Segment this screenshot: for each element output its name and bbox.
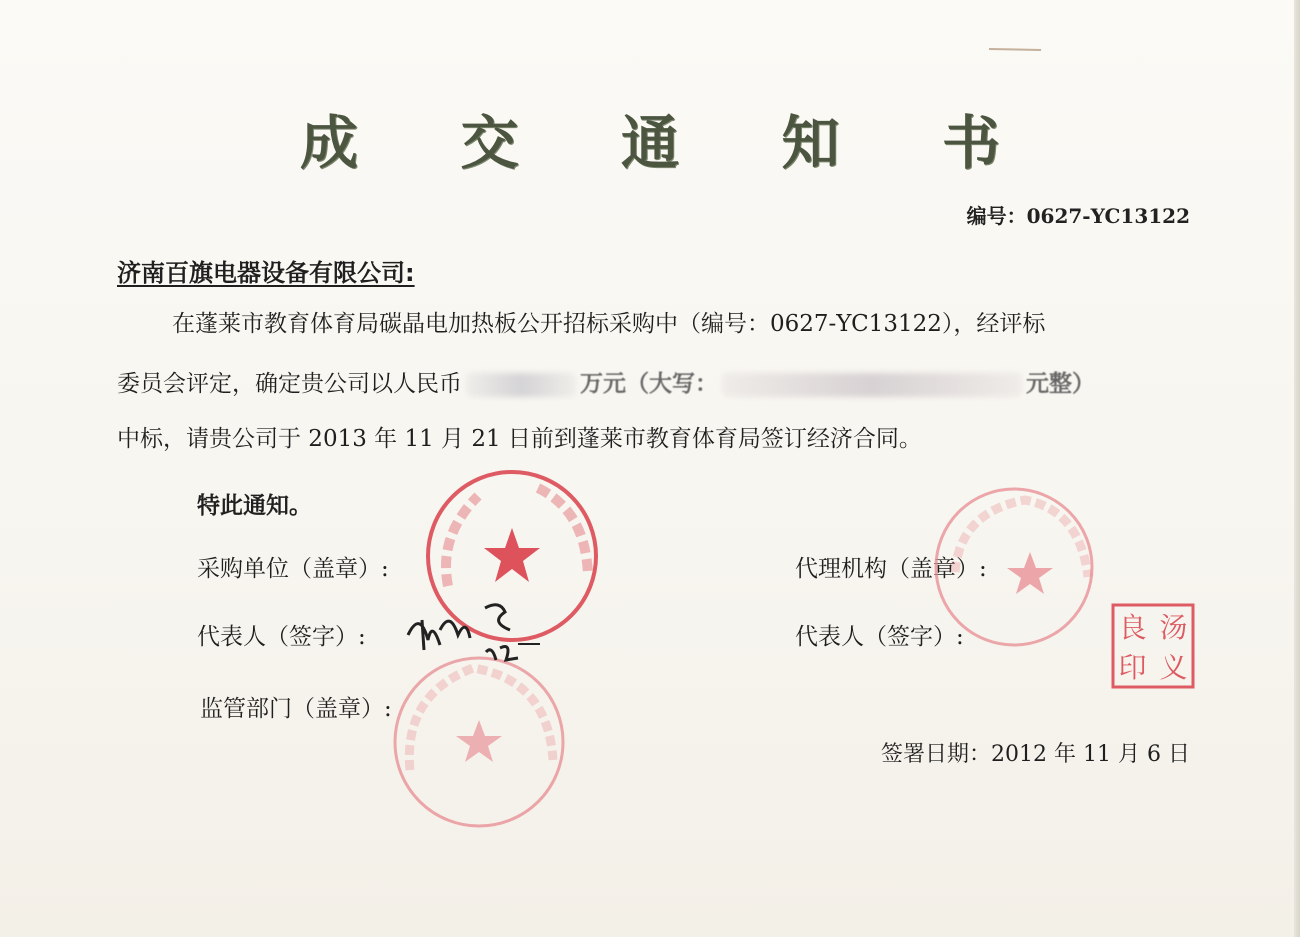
body-line-1: 在蓬莱市教育体育局碳晶电加热板公开招标采购中（编号：0627-YC13122），经评标 xyxy=(172,311,1046,337)
amount-unit: 万元（大写： xyxy=(580,370,718,397)
sign-date: 签署日期：2012 年 11 月 6 日 xyxy=(881,742,1190,767)
body-line-2 xyxy=(117,365,1095,398)
amount-suffix: 元整） xyxy=(1026,370,1095,397)
supervisor-seal-label: 监管部门（盖章）: xyxy=(200,696,392,722)
addressee: 济南百旗电器设备有限公司: xyxy=(117,259,415,287)
handwritten-signature xyxy=(400,590,545,670)
seal-char: 义 xyxy=(1159,651,1188,684)
purchaser-seal-label: 采购单位（盖章）: xyxy=(197,556,389,582)
body-line-3: 中标，请贵公司于 2013 年 11 月 21 日前到蓬莱市教育体育局签订经济合同。 xyxy=(117,426,922,452)
seal-char: 良 xyxy=(1118,611,1147,644)
title-char: 成 xyxy=(300,109,359,177)
document-title xyxy=(300,98,1000,178)
representative-left-label: 代表人（签字）: xyxy=(197,624,366,650)
title-char: 通 xyxy=(620,109,679,177)
redacted-amount-words xyxy=(722,373,1022,397)
redacted-amount xyxy=(466,373,576,397)
agency-seal-label: 代理机构（盖章）: xyxy=(795,556,987,582)
title-char: 书 xyxy=(941,109,1000,177)
personal-seal-text xyxy=(1112,608,1194,688)
seal-char: 印 xyxy=(1118,651,1147,684)
notice-text: 特此通知。 xyxy=(197,493,312,519)
representative-right-label: 代表人（签字）: xyxy=(795,624,964,650)
title-char: 知 xyxy=(781,109,840,177)
document-number: 编号：0627-YC13122 xyxy=(966,204,1190,228)
title-char: 交 xyxy=(460,109,519,177)
ink-speck xyxy=(985,44,1045,54)
body-line-2-start: 委员会评定，确定贵公司以人民币 xyxy=(117,371,462,397)
paper-edge xyxy=(1294,0,1300,937)
seal-char: 汤 xyxy=(1159,611,1188,644)
